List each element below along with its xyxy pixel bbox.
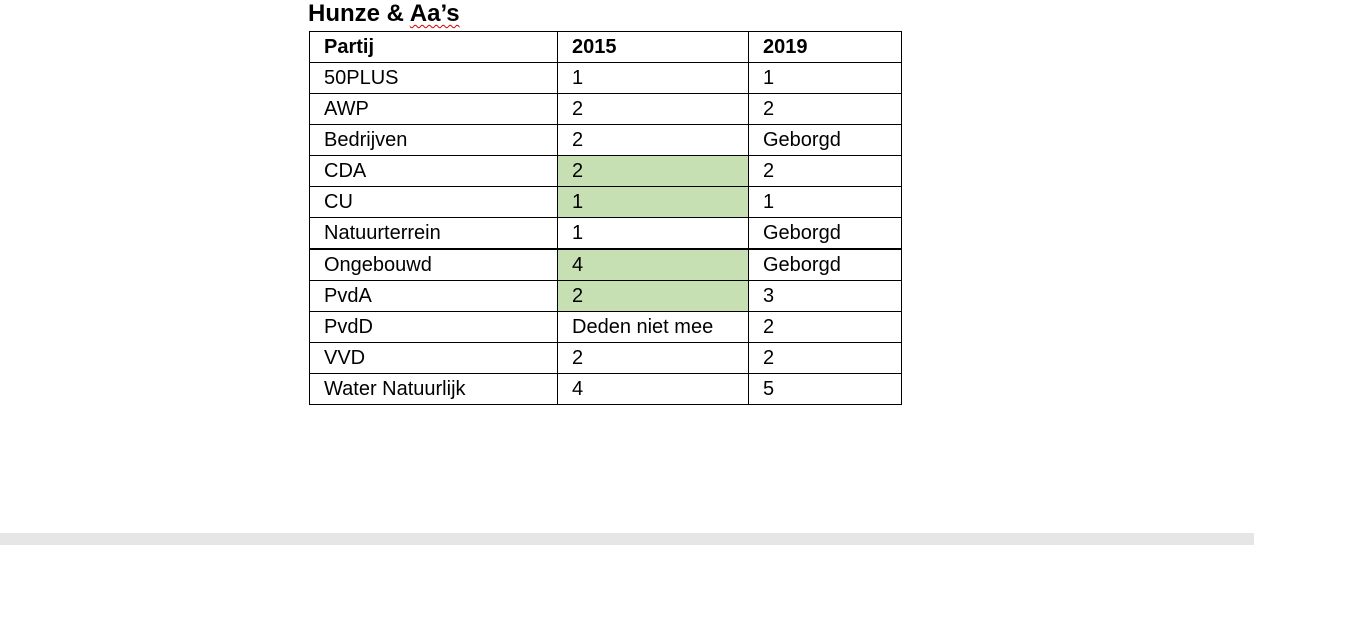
page-divider-bar: [0, 533, 1254, 545]
cell-2019: 1: [749, 63, 902, 94]
header-partij: Partij: [310, 32, 558, 63]
cell-2019: 2: [749, 156, 902, 187]
cell-2019: 5: [749, 374, 902, 405]
cell-2019: 3: [749, 281, 902, 312]
cell-2019: Geborgd: [749, 218, 902, 250]
table-row: [310, 156, 902, 187]
cell-2019: Geborgd: [749, 249, 902, 281]
cell-2015-highlighted: 1: [558, 187, 749, 218]
cell-2019: 1: [749, 187, 902, 218]
cell-partij: VVD: [310, 343, 558, 374]
header-2019: 2019: [749, 32, 902, 63]
table-row: [310, 63, 902, 94]
table-row: [310, 281, 902, 312]
cell-2015: 1: [558, 63, 749, 94]
cell-partij: Bedrijven: [310, 125, 558, 156]
cell-partij: CU: [310, 187, 558, 218]
cell-partij: 50PLUS: [310, 63, 558, 94]
cell-2015: 2: [558, 343, 749, 374]
table-row: [310, 343, 902, 374]
cell-2015-highlighted: 2: [558, 281, 749, 312]
results-table: [309, 31, 902, 405]
cell-partij: Water Natuurlijk: [310, 374, 558, 405]
cell-2019: 2: [749, 343, 902, 374]
cell-partij: PvdD: [310, 312, 558, 343]
table-row: [310, 374, 902, 405]
cell-partij: Natuurterrein: [310, 218, 558, 250]
table-row: [310, 94, 902, 125]
table-header-row: [310, 32, 902, 63]
cell-2015: 1: [558, 218, 749, 250]
header-2015: 2015: [558, 32, 749, 63]
table-row: [310, 125, 902, 156]
cell-2015-highlighted: 4: [558, 249, 749, 281]
title-misspelled-word[interactable]: Aa’s: [409, 0, 460, 27]
cell-2015: Deden niet mee: [558, 312, 749, 343]
title-prefix: Hunze &: [308, 0, 410, 27]
table-row: [310, 312, 902, 343]
table-row: [310, 249, 902, 281]
document-title: [308, 0, 460, 28]
cell-2019: Geborgd: [749, 125, 902, 156]
cell-partij: PvdA: [310, 281, 558, 312]
cell-2019: 2: [749, 94, 902, 125]
cell-2015-highlighted: 2: [558, 156, 749, 187]
table-row: [310, 218, 902, 250]
cell-2015: 4: [558, 374, 749, 405]
cell-partij: AWP: [310, 94, 558, 125]
cell-partij: CDA: [310, 156, 558, 187]
cell-2015: 2: [558, 94, 749, 125]
table-row: [310, 187, 902, 218]
cell-partij: Ongebouwd: [310, 249, 558, 281]
cell-2019: 2: [749, 312, 902, 343]
cell-2015: 2: [558, 125, 749, 156]
